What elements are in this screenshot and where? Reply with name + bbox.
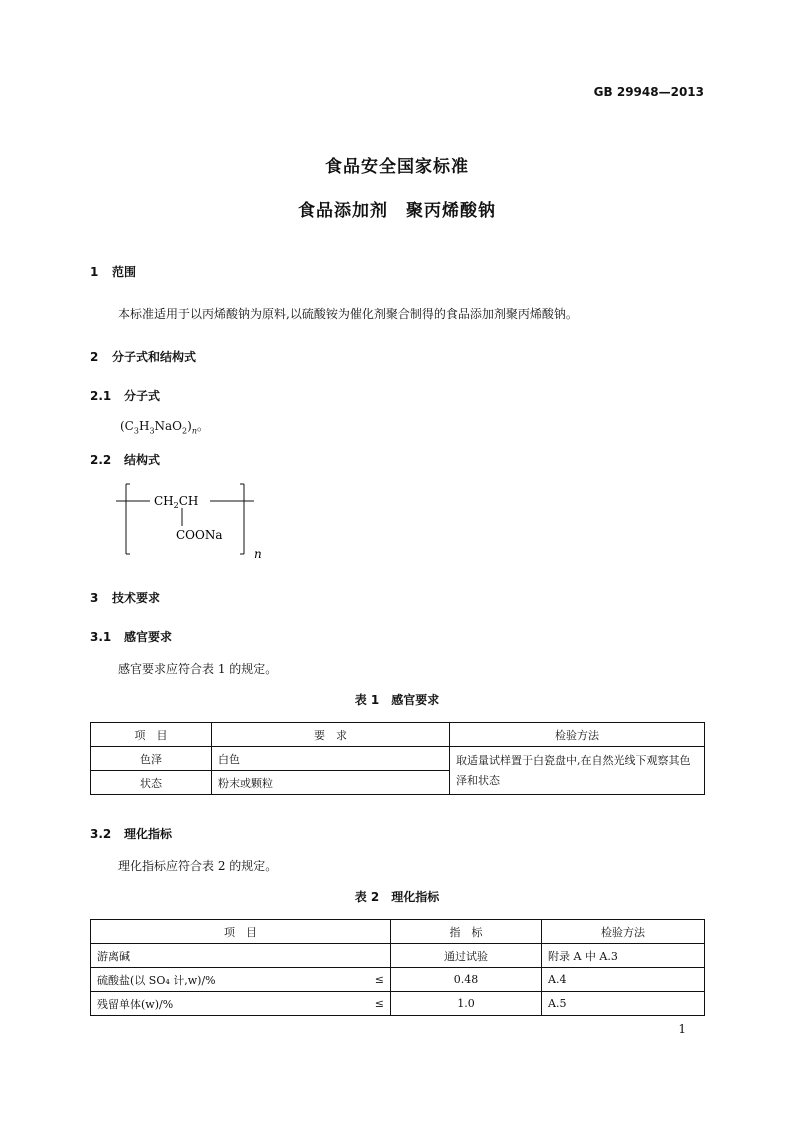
section-3-1-heading [90,628,172,645]
repeat-n: n [254,547,262,561]
title-line-1: 食品安全国家标准 [325,157,469,177]
section-number: 1 [90,265,99,279]
item-cell: 色泽 [91,747,212,771]
section-title: 分子式 [124,389,161,403]
title-line-2: 食品添加剂 聚丙烯酸钠 [298,201,496,221]
header-cell: 项 目 [91,723,212,747]
table-2 [90,919,705,1016]
header-cell: 指 标 [391,920,542,944]
method-cell: 取适量试样置于白瓷盘中,在自然光线下观察其色泽和状态 [450,747,705,795]
section-number: 3.2 [90,827,112,841]
section-1-text: 本标准适用于以丙烯酸钠为原料,以硫酸铵为催化剂聚合制得的食品添加剂聚丙烯酸钠。 [118,307,578,321]
standard-code: GB 29948—2013 [593,85,704,99]
section-title: 结构式 [124,453,161,467]
method-cell: A.5 [542,992,705,1016]
header-cell: 检验方法 [450,723,705,747]
item-cell: 硫酸盐(以 SO₄ 计,w)/% [91,968,365,992]
section-2-1-heading [90,387,160,404]
table-2-caption: 表 2 理化指标 [354,890,440,904]
coona-group: COONa [176,528,223,542]
table-1-caption: 表 1 感官要求 [354,693,440,707]
section-3-2-text: 理化指标应符合表 2 的规定。 [118,859,278,873]
section-number: 2.2 [90,453,112,467]
item-cell: 游离碱 [91,944,365,968]
section-title: 分子式和结构式 [112,350,197,364]
header-cell: 项 目 [91,920,391,944]
section-1-heading [90,263,136,280]
section-2-2-heading [90,451,160,468]
table-header-row [91,920,705,944]
value-cell: 1.0 [391,992,542,1016]
sign-cell: ≤ [364,968,391,992]
sign-cell [364,944,391,968]
value-cell: 通过试验 [391,944,542,968]
molecular-formula: $(C_3H_3NaO_2)_n$。 [120,419,209,436]
sign-cell: ≤ [364,992,391,1016]
table-row [91,944,705,968]
section-number: 3 [90,591,99,605]
table-row [91,968,705,992]
item-cell: 残留单体(w)/% [91,992,365,1016]
ch2-group: $CH_2CH$ [154,494,199,510]
section-number: 2 [90,350,99,364]
table-1 [90,722,705,795]
section-title: 技术要求 [112,591,161,605]
value-cell: 0.48 [391,968,542,992]
table-row [91,992,705,1016]
item-cell: 状态 [91,771,212,795]
structural-formula [112,480,272,565]
table-header-row [91,723,705,747]
section-title: 范围 [112,265,137,279]
section-3-heading [90,589,160,606]
page-number: 1 [678,1022,686,1036]
header-cell: 要 求 [212,723,450,747]
requirement-cell: 粉末或颗粒 [212,771,450,795]
section-2-heading [90,348,196,365]
method-cell: 附录 A 中 A.3 [542,944,705,968]
method-cell: A.4 [542,968,705,992]
header-cell: 检验方法 [542,920,705,944]
section-title: 理化指标 [124,827,173,841]
section-number: 3.1 [90,630,112,644]
table-row [91,747,705,771]
section-number: 2.1 [90,389,112,403]
section-3-1-text: 感官要求应符合表 1 的规定。 [118,662,278,676]
section-title: 感官要求 [124,630,173,644]
requirement-cell: 白色 [212,747,450,771]
section-3-2-heading [90,825,172,842]
